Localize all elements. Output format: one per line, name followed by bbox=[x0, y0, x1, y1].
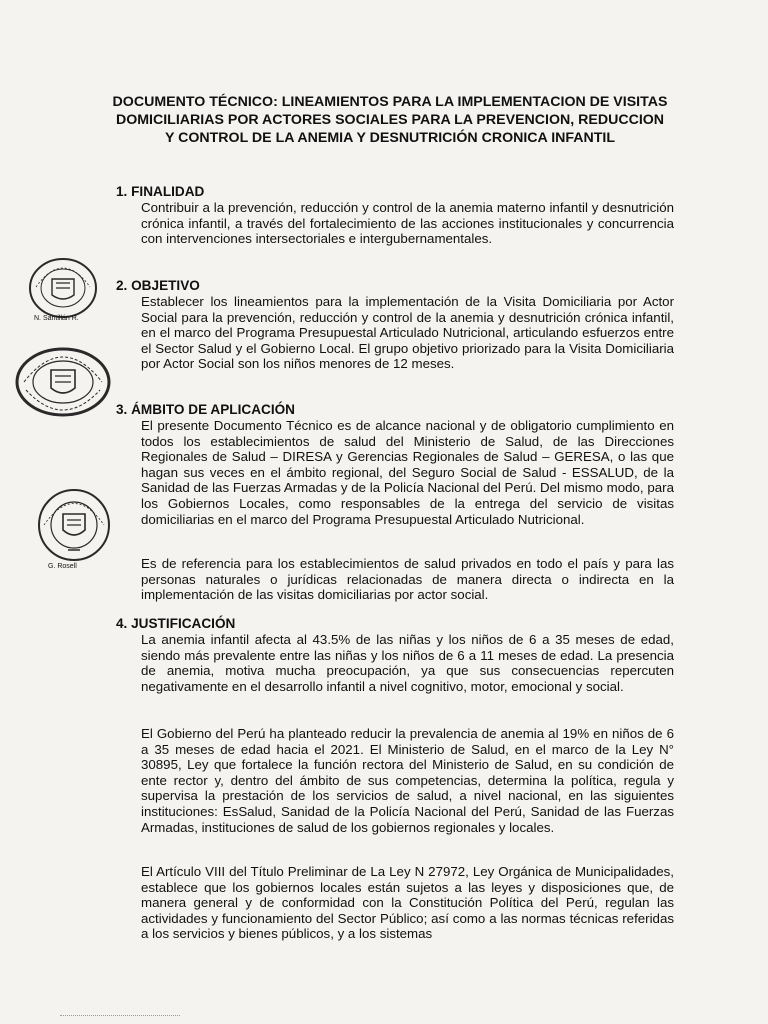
scan-edge-mark bbox=[60, 1015, 180, 1016]
paragraph-justificacion-2: El Gobierno del Perú ha planteado reducir la prevalencia de anemia al 19% en niños de 6 a 35 meses de edad hacia el 2021. El Ministerio de Salud, en el marco de la Ley N° 30895, Ley que fortalece la función rectora del Ministerio de Salud, en su condición de ente rector y, dentro del ámbito de sus competencias, determina la política, regula y supervisa la prestación de los servicios de salud, a nivel nacional, en las siguientes instituciones: EsSalud, Sanidad de la Policía Nacional del Perú, Sanidad de las Fuerzas Armadas, instituciones de salud de los gobiernos regionales y locales. bbox=[141, 726, 674, 835]
ministerio-salud-dg-seal bbox=[36, 488, 112, 567]
seal-icon bbox=[28, 257, 98, 319]
stamp-signature-label: N. Santillán R. bbox=[34, 315, 79, 322]
ministry-seal-stamp bbox=[28, 257, 98, 324]
seal-icon bbox=[36, 488, 112, 562]
seal-icon bbox=[14, 346, 112, 418]
document-title: DOCUMENTO TÉCNICO: LINEAMIENTOS PARA LA IMPLEMENTACION DE VISITAS DOMICILIARIAS POR ACTORES SOCIALES PARA LA PREVENCION, REDUCCION Y CONTROL DE LA ANEMIA Y DESNUTRICIÓN CRONICA INFANTIL bbox=[112, 94, 668, 146]
ministerio-salud-seal bbox=[14, 346, 112, 423]
paragraph-justificacion-3: El Artículo VIII del Título Preliminar de La Ley N 27972, Ley Orgánica de Municipalidades, establece que los gobiernos locales están sujetos a las leyes y disposiciones que, de manera general y de conformidad con la Constitución Política del Perú, regulan las actividades y funcionamiento del Sector Público; así como a las normas técnicas referidas a los servicios y bienes públicos, y a los sistemas bbox=[141, 864, 674, 942]
paragraph-justificacion-1: La anemia infantil afecta al 43.5% de las niñas y los niños de 6 a 35 meses de edad, siendo más prevalente entre las niñas y los niños de 6 a 11 meses de edad. La presencia de anemia, motiva mucha preocupación, ya que sus consecuencias repercuten negativamente en el desarrollo infantil a nivel cognitivo, motor, emocional y social. bbox=[141, 632, 674, 694]
paragraph-ambito-2: Es de referencia para los establecimientos de salud privados en todo el país y para las personas naturales o jurídicas relacionadas de manera directa o indirecta en la implementación de las visitas domiciliarias por actor social. bbox=[141, 556, 674, 603]
paragraph-objetivo: Establecer los lineamientos para la implementación de la Visita Domiciliaria por Actor Social para la prevención, reducción y control de la anemia y desnutrición crónica infantil, en el marco del Programa Presupuestal Articulado Nutricional, articulando esfuerzos entre el Sector Salud y el Gobierno Local. El grupo objetivo priorizado para la Visita Domiciliaria por Actor Social son los niños menores de 12 meses. bbox=[141, 294, 674, 372]
section-heading-objetivo: 2. OBJETIVO bbox=[116, 278, 200, 293]
stamp-signature-label: G. Rosell bbox=[48, 563, 77, 570]
section-heading-finalidad: 1. FINALIDAD bbox=[116, 184, 205, 199]
section-heading-justificacion: 4. JUSTIFICACIÓN bbox=[116, 616, 236, 631]
paragraph-finalidad: Contribuir a la prevención, reducción y control de la anemia materno infantil y desnutrición crónica infantil, a través del fortalecimiento de las acciones institucionales y concurrencia con intervenciones intersectoriales e intergubernamentales. bbox=[141, 200, 674, 247]
section-heading-ambito: 3. ÁMBITO DE APLICACIÓN bbox=[116, 402, 295, 417]
paragraph-ambito-1: El presente Documento Técnico es de alcance nacional y de obligatorio cumplimiento en todos los establecimientos de salud del Ministerio de Salud, de las Direcciones Regionales de Salud – DIRESA y Gerencias Regionales de Salud – GERESA, o las que hagan sus veces en el ámbito regional, del Seguro Social de Salud - ESSALUD, de la Sanidad de las Fuerzas Armadas y de la Policía Nacional del Perú. Del mismo modo, para los Gobiernos Locales, como responsables de la entrega del servicio de visitas domiciliarias en el marco del Programa Presupuestal Articulado Nutricional. bbox=[141, 418, 674, 527]
